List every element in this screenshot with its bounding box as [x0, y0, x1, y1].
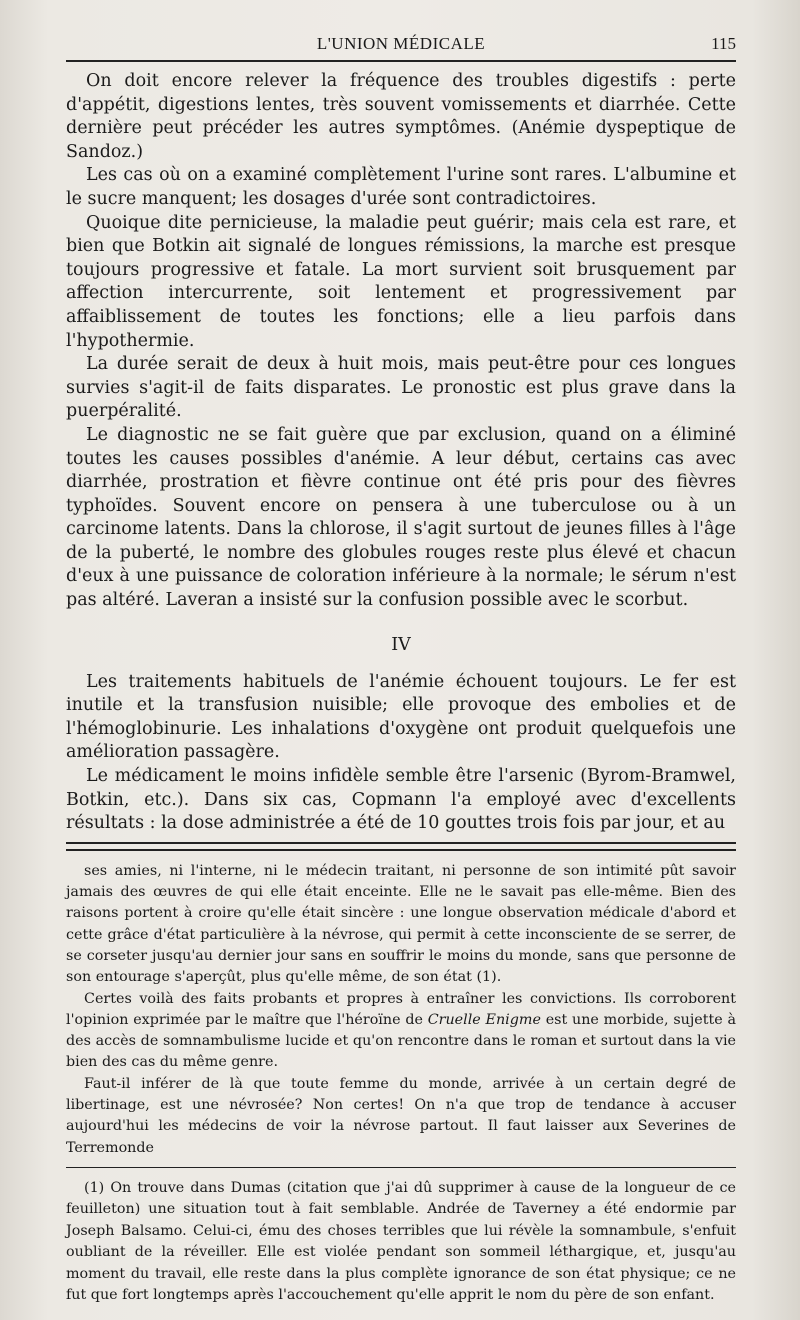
footnote-text: (1) On trouve dans Dumas (citation que j'ai dû supprimer à cause de la longueur de ce feuilleton) une situation tout à fait semblable. Andrée de Taverney a été endormie par Joseph Balsamo. Celui-ci, ému des choses terribles que lui révèle la somnambule, s'enfuit oubliant de la réveiller. Elle est violée pendant son sommeil léthargique, et, jusqu'au moment du travail, elle reste dans la plus complète ignorance de son état physique; ce ne fut que fort longtemps après l'accouchement qu'elle apprit le nom du père de son enfant.: [66, 1179, 736, 1304]
footnote-divider: [66, 1167, 736, 1168]
paragraph: Les traitements habituels de l'anémie échouent toujours. Le fer est inutile et la transfusion nuisible; elle provoque des embolies et de l'hémoglobinurie. Les inhalations d'oxygène ont produit quelquefois une amélioration passagère.: [66, 671, 736, 763]
feuilleton-divider: [66, 842, 736, 851]
paragraph: On doit encore relever la fréquence des troubles digestifs : perte d'appétit, digestions lentes, très souvent vomissements et diarrhée. Cette dernière peut précéder les autres symptômes. (Anémie dyspeptique de Sandoz.): [66, 71, 736, 162]
running-title: L'UNION MÉDICALE: [316, 34, 486, 53]
paragraph-text: est une morbide, sujette à des accès de somnambulisme lucide et qu'on rencontre dans le roman et surtout dans la vie bien des cas du même genre.: [66, 1011, 737, 1071]
footnote: [66, 1178, 736, 1307]
book-title: Cruelle Enigme: [427, 1011, 541, 1028]
page-header: [66, 30, 736, 62]
feuilleton-paragraph: Faut-il inférer de là que toute femme du monde, arrivée à un certain degré de libertinage, est une névrosée? Non certes! On n'a que trop de tendance à accuser aujourd'hui les médecins de voir la névrose partout. Il faut laisser aux Severines de Terremonde: [66, 1075, 736, 1156]
feuilleton-paragraph: ses amies, ni l'interne, ni le médecin traitant, ni personne de son intimité pût savoir jamais des œuvres de qui elle était enceinte. Elle ne le savait pas elle-même. Bien des raisons portent à croire qu'elle était sincère : une longue observation médicale d'abord et cette grâce d'état particulière à la névrose, qui permit à cette inconsciente de se serrer, de se corseter jusqu'au dernier jour sans en souffrir le moins du monde, sans que personne de son entourage s'aperçût, plus qu'elle même, de son état (1).: [66, 862, 736, 986]
section-heading: IV: [391, 634, 411, 655]
main-text: [66, 70, 736, 836]
paragraph: Les cas où on a examiné complètement l'urine sont rares. L'albumine et le sucre manquent; les dosages d'urée sont contradictoires.: [66, 165, 736, 209]
paragraph-text: Certes voilà des faits probants et propres à entraîner les convictions. Ils corroborent l'opinion exprimée par le maître que l'héroïne de: [66, 990, 736, 1028]
paragraph: La durée serait de deux à huit mois, mais peut-être pour ces longues survies s'agit-il de faits disparates. Le pronostic est plus grave dans la puerpéralité.: [66, 354, 736, 422]
feuilleton-paragraph: [66, 989, 736, 1074]
feuilleton-text: [66, 861, 736, 1159]
paragraph: Le médicament le moins infidèle semble être l'arsenic (Byrom-Bramwel, Botkin, etc.). Dans six cas, Copmann l'a employé avec d'excellents résultats : la dose administrée a été de 10 gouttes trois fois par jour, et au: [66, 766, 736, 834]
paragraph: Quoique dite pernicieuse, la maladie peut guérir; mais cela est rare, et bien que Botkin ait signalé de longues rémissions, la marche est presque toujours progressive et fatale. La mort survient soit brusquement par affection intercurrente, soit lentement et progressivement par affaiblissement de toutes les fonctions; elle a lieu parfois dans l'hypothermie.: [66, 212, 736, 351]
paragraph: Le diagnostic ne se fait guère que par exclusion, quand on a éliminé toutes les causes possibles d'anémie. A leur début, certains cas avec diarrhée, prostration et fièvre continue ont été pris pour des fièvres typhoïdes. Souvent encore on pensera à une tuberculose ou à un carcinome latents. Dans la chlorose, il s'agit surtout de jeunes filles à l'âge de la puberté, le nombre des globules rouges reste plus élevé et chacun d'eux à une puissance de coloration inférieure à la normale; le sérum n'est pas altéré. Laveran a insisté sur la confusion possible avec le scorbut.: [66, 424, 736, 611]
page-number: 115: [711, 34, 736, 53]
